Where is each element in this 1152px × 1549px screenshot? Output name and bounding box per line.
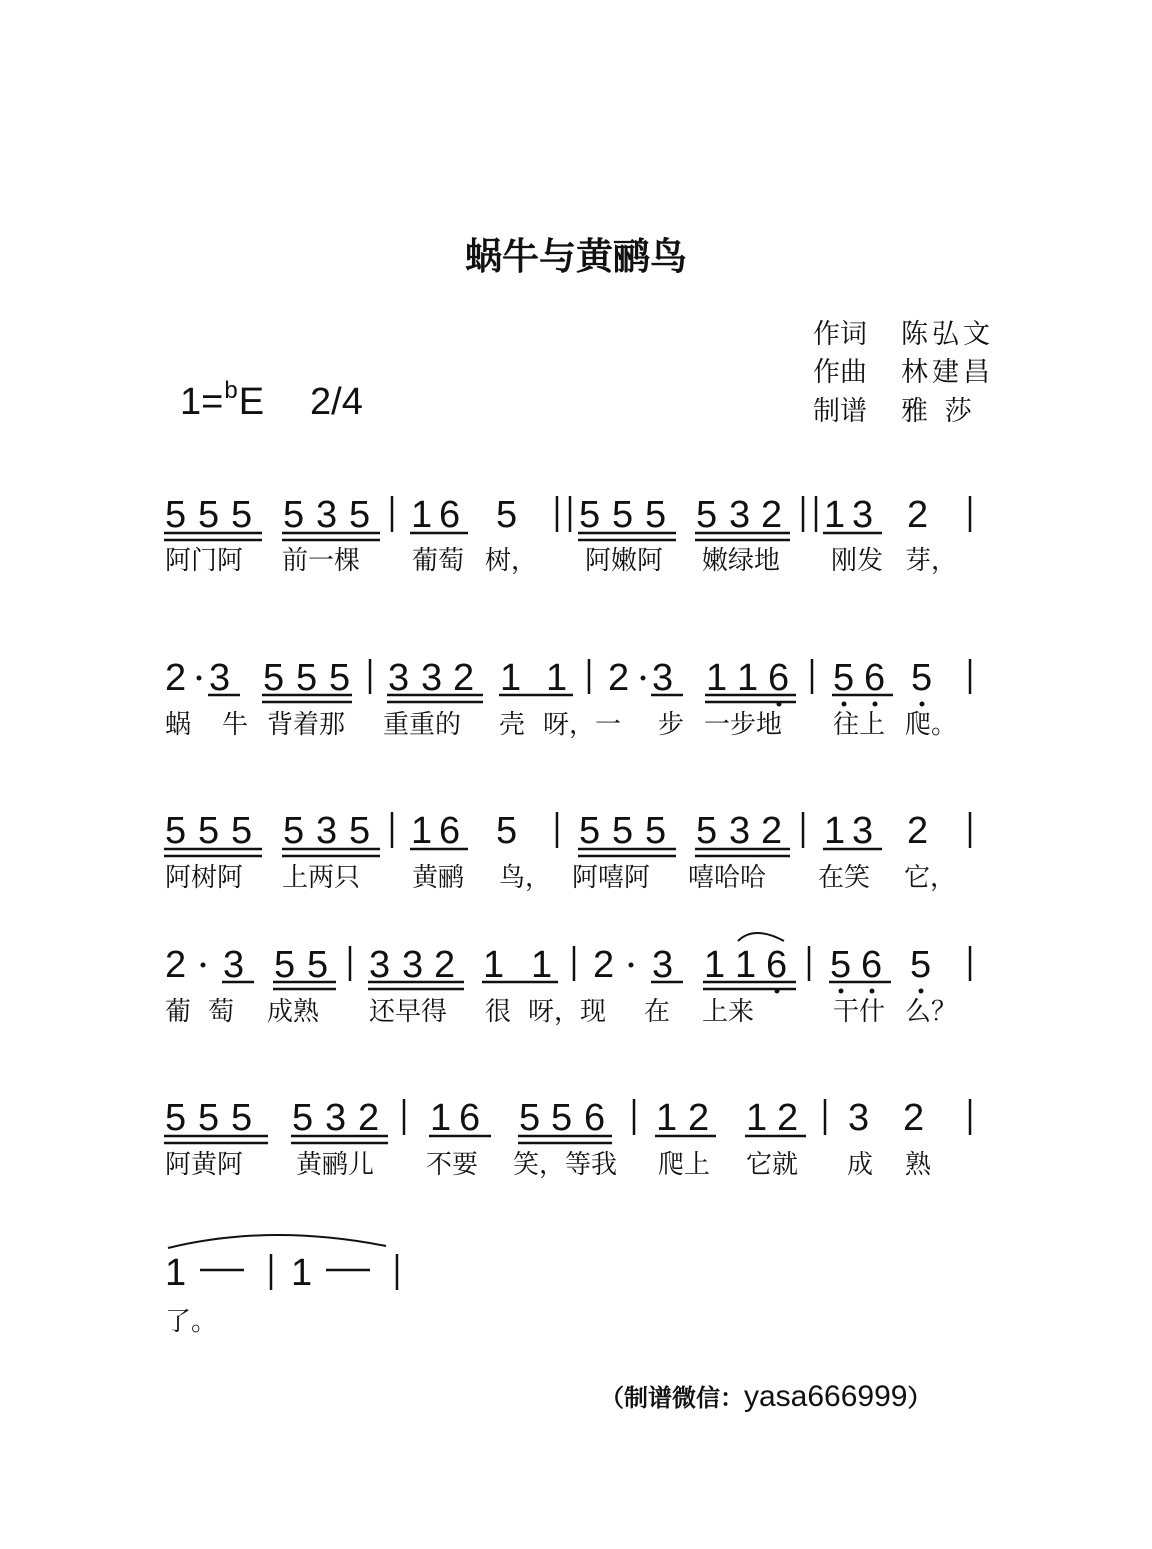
lyric: 它就: [746, 1150, 799, 1180]
svg-text:5: 5: [833, 657, 855, 699]
lyric: 黄鹂: [412, 863, 465, 893]
svg-text:5: 5: [579, 494, 601, 536]
lyric: 重重的: [383, 710, 462, 740]
svg-text:2: 2: [903, 1097, 925, 1139]
lyric: 葡萄: [412, 546, 465, 576]
lyric: 葡: [165, 997, 192, 1027]
svg-text:1: 1: [291, 1252, 313, 1294]
lyric: 还早得: [369, 997, 448, 1027]
svg-text:1: 1: [531, 944, 553, 986]
lyric: 芽，: [905, 546, 958, 576]
svg-text:2: 2: [688, 1097, 710, 1139]
lyric: 步: [658, 710, 685, 740]
lyric: 么？: [905, 997, 958, 1027]
wechat-footer: [600, 1378, 931, 1414]
lyric: 阿树阿: [165, 863, 244, 893]
lyric: 阿嫩阿: [585, 546, 664, 576]
svg-text:6: 6: [439, 810, 461, 852]
credit-name: 雅 莎: [901, 396, 976, 427]
lyric: 它，: [904, 863, 957, 893]
svg-text:1: 1: [411, 810, 433, 852]
svg-text:1: 1: [706, 657, 728, 699]
svg-text:5: 5: [696, 494, 718, 536]
lyric: 背着那: [267, 710, 346, 740]
lyric: 嫩绿地: [702, 546, 781, 576]
lyric: 了。: [165, 1307, 218, 1337]
svg-text:2: 2: [165, 657, 187, 699]
lyric: 蜗: [165, 710, 192, 740]
svg-text:3: 3: [852, 494, 874, 536]
svg-text:1: 1: [735, 944, 757, 986]
lyric: 树，: [485, 546, 538, 576]
lyric: 很: [485, 997, 512, 1027]
key-prefix: 1=: [180, 381, 224, 423]
lyric: 牛: [222, 710, 249, 740]
lyric: 在笑: [818, 863, 871, 893]
lyric: 呀，现: [528, 997, 607, 1027]
song-title: 蜗牛与黄鹂鸟: [465, 234, 687, 278]
svg-text:5: 5: [263, 657, 285, 699]
svg-text:3: 3: [369, 944, 391, 986]
svg-text:1: 1: [656, 1097, 678, 1139]
lyric: 前一棵: [282, 546, 361, 576]
svg-text:1: 1: [824, 810, 846, 852]
lyric: 干什: [833, 997, 886, 1027]
svg-text:3: 3: [223, 944, 245, 986]
svg-text:5: 5: [910, 944, 932, 986]
key-note: E: [238, 381, 265, 423]
time-signature: 2/4: [310, 381, 363, 423]
lyric: 阿黄阿: [165, 1150, 244, 1180]
svg-text:5: 5: [496, 494, 518, 536]
lyric: 一步地: [704, 710, 783, 740]
lyric: 熟: [905, 1150, 932, 1180]
svg-text:2: 2: [608, 657, 630, 699]
svg-text:5: 5: [329, 657, 351, 699]
svg-text:6: 6: [459, 1097, 481, 1139]
svg-text:3: 3: [325, 1097, 347, 1139]
svg-text:5: 5: [645, 494, 667, 536]
flat-sign: b: [224, 377, 238, 404]
lyric: 往上: [833, 710, 886, 740]
svg-text:2: 2: [907, 810, 929, 852]
svg-text:2: 2: [593, 944, 615, 986]
svg-text:1: 1: [500, 657, 522, 699]
lyric: 阿嘻阿: [572, 863, 651, 893]
credit-role: 制谱: [813, 396, 867, 427]
svg-text:5: 5: [496, 810, 518, 852]
svg-text:5: 5: [231, 494, 253, 536]
svg-text:1: 1: [704, 944, 726, 986]
svg-text:5: 5: [830, 944, 852, 986]
notation-line-1: [165, 494, 928, 536]
svg-text:5: 5: [296, 657, 318, 699]
lyric: 黄鹂儿: [296, 1150, 375, 1180]
svg-text:1: 1: [746, 1097, 768, 1139]
svg-text:5: 5: [349, 494, 371, 536]
svg-text:2: 2: [761, 810, 783, 852]
lyric: 鸟，: [499, 863, 552, 893]
svg-text:5: 5: [551, 1097, 573, 1139]
svg-text:5: 5: [231, 1097, 253, 1139]
lyric: 上来: [702, 997, 755, 1027]
svg-text:2: 2: [358, 1097, 380, 1139]
svg-text:3: 3: [388, 657, 410, 699]
svg-text:3: 3: [402, 944, 424, 986]
svg-text:5: 5: [612, 810, 634, 852]
svg-text:5: 5: [274, 944, 296, 986]
lyric: 刚发: [831, 546, 884, 576]
svg-text:2: 2: [434, 944, 456, 986]
svg-text:6: 6: [439, 494, 461, 536]
svg-text:6: 6: [766, 944, 788, 986]
svg-text:2: 2: [907, 494, 929, 536]
svg-text:2: 2: [777, 1097, 799, 1139]
svg-text:5: 5: [519, 1097, 541, 1139]
svg-text:2: 2: [453, 657, 475, 699]
svg-text:3: 3: [729, 494, 751, 536]
svg-text:6: 6: [584, 1097, 606, 1139]
wechat-id: yasa666999: [744, 1380, 908, 1413]
credit-role: 作词: [813, 319, 867, 350]
svg-text:6: 6: [768, 657, 790, 699]
lyric: 笑，等我: [513, 1150, 618, 1180]
credit-name: 林建昌: [901, 357, 994, 388]
svg-text:3: 3: [421, 657, 443, 699]
svg-text:6: 6: [864, 657, 886, 699]
credit-name: 陈弘文: [901, 319, 994, 350]
lyric: 在: [644, 997, 671, 1027]
lyric: 上两只: [282, 863, 361, 893]
svg-text:2: 2: [761, 494, 783, 536]
footer-label: （制谱微信：: [600, 1384, 744, 1412]
svg-text:3: 3: [852, 810, 874, 852]
svg-text:5: 5: [165, 810, 187, 852]
lyric: 嘻哈哈: [688, 863, 767, 893]
svg-text:3: 3: [316, 494, 338, 536]
svg-text:5: 5: [307, 944, 329, 986]
svg-text:5: 5: [911, 657, 933, 699]
svg-text:5: 5: [283, 494, 305, 536]
svg-text:1: 1: [411, 494, 433, 536]
svg-text:5: 5: [231, 810, 253, 852]
svg-text:3: 3: [652, 944, 674, 986]
svg-text:5: 5: [198, 494, 220, 536]
svg-text:1: 1: [546, 657, 568, 699]
footer-close: ）: [907, 1384, 932, 1412]
svg-text:5: 5: [283, 810, 305, 852]
svg-text:3: 3: [316, 810, 338, 852]
lyric: 壳: [499, 710, 526, 740]
svg-text:3: 3: [729, 810, 751, 852]
svg-text:5: 5: [349, 810, 371, 852]
svg-text:5: 5: [198, 810, 220, 852]
svg-text:3: 3: [209, 657, 231, 699]
lyric: 成熟: [267, 997, 320, 1027]
svg-text:3: 3: [848, 1097, 870, 1139]
svg-text:3: 3: [652, 657, 674, 699]
lyric: 萄: [208, 997, 235, 1027]
lyric: 呀，一: [543, 710, 622, 740]
svg-text:1: 1: [737, 657, 759, 699]
svg-text:1: 1: [483, 944, 505, 986]
svg-text:6: 6: [861, 944, 883, 986]
svg-text:5: 5: [198, 1097, 220, 1139]
svg-text:5: 5: [165, 494, 187, 536]
svg-text:2: 2: [165, 944, 187, 986]
lyric: 爬。: [905, 710, 958, 740]
lyric: 阿门阿: [165, 546, 244, 576]
lyric: 爬上: [658, 1150, 711, 1180]
svg-text:5: 5: [645, 810, 667, 852]
svg-text:5: 5: [696, 810, 718, 852]
svg-text:5: 5: [292, 1097, 314, 1139]
svg-text:5: 5: [579, 810, 601, 852]
svg-text:5: 5: [165, 1097, 187, 1139]
svg-text:5: 5: [612, 494, 634, 536]
lyric: 不要: [426, 1150, 479, 1180]
svg-text:1: 1: [430, 1097, 452, 1139]
credit-role: 作曲: [813, 357, 867, 388]
svg-text:1: 1: [824, 494, 846, 536]
lyric: 成: [847, 1150, 874, 1180]
svg-text:1: 1: [165, 1252, 187, 1294]
